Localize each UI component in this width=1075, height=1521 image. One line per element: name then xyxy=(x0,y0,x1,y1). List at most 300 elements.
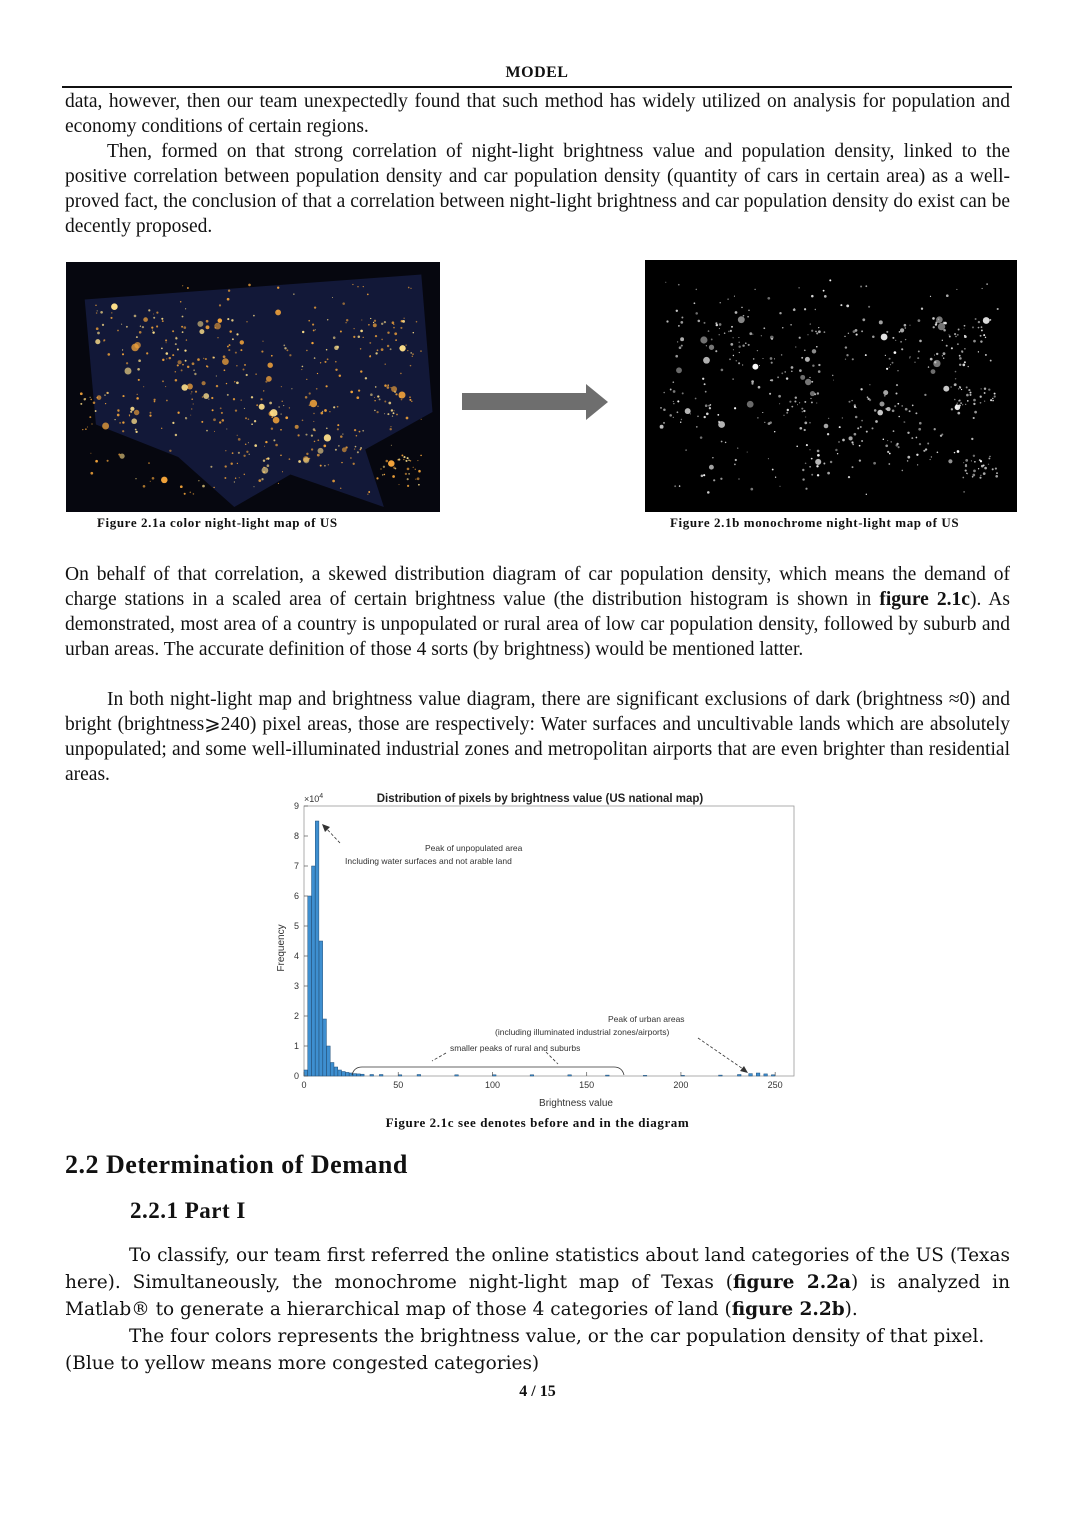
city-light xyxy=(97,310,98,311)
city-light xyxy=(979,477,981,479)
city-light xyxy=(110,317,112,319)
city-light xyxy=(375,335,377,337)
city-light xyxy=(228,349,230,351)
city-light xyxy=(313,421,314,422)
city-light xyxy=(80,392,83,395)
city-light xyxy=(153,317,155,319)
city-light xyxy=(335,369,337,371)
city-light xyxy=(97,332,100,335)
city-light xyxy=(861,420,863,422)
city-light xyxy=(803,410,805,412)
city-light xyxy=(990,360,992,362)
city-light xyxy=(187,384,193,390)
city-light xyxy=(264,446,265,447)
city-light xyxy=(660,425,664,429)
paragraph-distribution-text-a: On behalf of that correlation, a skewed distribution diagram of car population density, which means the demand of charge stations in a scaled area of certain brightness value (the distribution histogram is shown in xyxy=(65,564,1010,610)
city-light xyxy=(966,386,968,388)
city-light xyxy=(898,416,900,418)
city-light xyxy=(239,477,240,478)
city-light xyxy=(381,348,384,351)
city-light xyxy=(234,381,235,382)
city-light xyxy=(854,404,856,406)
city-light xyxy=(143,485,146,488)
city-light xyxy=(324,361,326,363)
city-light xyxy=(227,394,229,396)
city-light xyxy=(384,321,386,323)
city-light xyxy=(156,325,158,327)
city-light xyxy=(161,428,162,429)
city-light xyxy=(764,422,765,423)
city-light xyxy=(799,337,801,339)
city-light xyxy=(212,409,214,411)
city-light xyxy=(248,418,250,420)
city-light xyxy=(352,284,353,285)
city-light xyxy=(874,409,877,412)
subsection-heading: 2.2.1 Part I xyxy=(130,1198,246,1223)
city-light xyxy=(408,473,410,475)
city-light xyxy=(996,472,998,474)
city-light xyxy=(943,352,946,355)
city-light xyxy=(261,351,263,353)
city-light xyxy=(809,449,810,450)
figure-2-1c-caption: Figure 2.1c see denotes before and in the diagram xyxy=(385,1115,690,1130)
city-light xyxy=(156,312,158,314)
city-light xyxy=(961,389,962,390)
city-light xyxy=(405,473,407,475)
city-light xyxy=(311,448,313,450)
city-light xyxy=(271,355,273,357)
city-light xyxy=(727,298,729,300)
city-light xyxy=(346,319,348,321)
y-tick-label: 7 xyxy=(293,861,299,871)
city-light xyxy=(181,369,183,371)
city-light xyxy=(122,395,124,397)
city-light xyxy=(393,412,395,414)
city-light xyxy=(370,318,371,319)
city-light xyxy=(893,430,895,432)
city-light xyxy=(742,364,743,365)
histogram-bar xyxy=(312,866,316,1076)
city-light xyxy=(949,336,951,338)
city-light xyxy=(805,488,807,490)
city-light xyxy=(909,325,910,326)
city-light xyxy=(851,441,853,443)
city-light xyxy=(904,327,906,329)
city-light xyxy=(135,478,136,479)
city-light xyxy=(738,342,740,344)
histogram-bar xyxy=(492,1075,496,1076)
city-light xyxy=(717,414,719,416)
city-light xyxy=(851,400,852,401)
city-light xyxy=(757,350,758,351)
city-light xyxy=(126,362,128,364)
city-light xyxy=(134,315,137,318)
city-light xyxy=(739,352,740,353)
city-light xyxy=(383,466,385,468)
city-light xyxy=(229,330,231,332)
figure-2-1b-caption: Figure 2.1b monochrome night-light map of US xyxy=(670,515,960,530)
city-light xyxy=(146,352,148,354)
city-light xyxy=(248,284,251,287)
y-tick-label: 1 xyxy=(293,1041,299,1051)
city-light xyxy=(273,439,275,441)
city-light xyxy=(909,357,910,358)
city-light xyxy=(148,462,150,464)
city-light xyxy=(229,344,231,346)
city-light xyxy=(135,429,137,431)
city-light xyxy=(988,457,990,459)
city-light xyxy=(767,297,770,300)
city-light xyxy=(381,339,383,341)
city-light xyxy=(223,355,226,358)
city-light xyxy=(234,481,235,482)
city-light xyxy=(327,358,329,360)
city-light xyxy=(983,334,985,336)
city-light xyxy=(390,465,392,467)
city-light xyxy=(293,294,294,295)
city-light xyxy=(835,449,837,451)
city-light xyxy=(85,428,87,430)
city-light xyxy=(962,404,963,405)
city-light xyxy=(866,494,867,495)
city-light xyxy=(345,322,347,324)
city-light xyxy=(398,484,399,485)
city-light xyxy=(950,386,951,387)
city-light xyxy=(221,412,223,414)
city-light xyxy=(387,386,390,389)
city-light xyxy=(222,358,229,365)
city-light xyxy=(673,381,675,383)
histogram-bar xyxy=(719,1075,723,1076)
city-light xyxy=(235,352,237,354)
city-light xyxy=(324,434,331,441)
city-light xyxy=(393,324,394,325)
x-tick-label: 100 xyxy=(484,1080,500,1090)
city-light xyxy=(674,485,676,487)
city-light xyxy=(317,454,320,457)
city-light xyxy=(149,414,151,416)
city-light xyxy=(680,321,683,324)
city-light xyxy=(265,441,267,443)
city-light xyxy=(258,479,261,482)
city-light xyxy=(811,295,814,298)
city-light xyxy=(833,380,834,381)
city-light xyxy=(875,420,878,423)
city-light xyxy=(873,462,876,465)
city-light xyxy=(802,478,804,480)
city-light xyxy=(388,402,391,405)
city-light xyxy=(362,430,364,432)
city-light xyxy=(175,434,177,436)
city-light xyxy=(677,411,679,413)
city-light xyxy=(87,426,88,427)
city-light xyxy=(210,466,212,468)
city-light xyxy=(801,408,803,410)
city-light xyxy=(885,444,888,447)
city-light xyxy=(401,399,403,401)
city-light xyxy=(845,346,847,348)
city-light xyxy=(393,327,395,329)
city-light xyxy=(752,364,758,370)
city-light xyxy=(729,358,731,360)
city-light xyxy=(830,461,832,463)
city-light xyxy=(938,319,939,320)
city-light xyxy=(139,331,142,334)
city-light xyxy=(111,303,118,310)
city-light xyxy=(306,350,307,351)
city-light xyxy=(879,320,883,324)
city-light xyxy=(846,354,848,356)
city-light xyxy=(143,386,144,387)
city-light xyxy=(983,472,986,475)
city-light xyxy=(666,320,668,322)
city-light xyxy=(809,377,810,378)
city-light xyxy=(151,327,153,329)
city-light xyxy=(420,350,422,352)
city-light xyxy=(301,369,302,370)
city-light xyxy=(411,401,412,402)
city-light xyxy=(137,394,138,395)
city-light xyxy=(814,393,816,395)
city-light xyxy=(222,419,225,422)
city-light xyxy=(407,350,408,351)
histogram-bar xyxy=(643,1075,647,1076)
city-light xyxy=(407,485,409,487)
city-light xyxy=(161,348,163,350)
city-light xyxy=(418,470,421,473)
city-light xyxy=(129,414,130,415)
city-light xyxy=(846,305,849,308)
city-light xyxy=(153,399,155,401)
city-light xyxy=(915,412,917,414)
city-light xyxy=(417,460,418,461)
city-light xyxy=(885,355,886,356)
city-light xyxy=(925,448,927,450)
city-light xyxy=(737,447,738,448)
histogram-bar xyxy=(357,1074,361,1076)
city-light xyxy=(408,287,410,289)
city-light xyxy=(951,347,953,349)
city-light xyxy=(791,366,794,369)
city-light xyxy=(811,401,813,403)
city-light xyxy=(804,349,806,351)
city-light xyxy=(90,397,91,398)
city-light xyxy=(890,364,891,365)
city-light xyxy=(810,398,811,399)
city-light xyxy=(313,329,315,331)
city-light xyxy=(827,433,829,435)
city-light xyxy=(984,392,986,394)
city-light xyxy=(180,485,183,488)
city-light xyxy=(305,396,308,399)
city-light xyxy=(308,320,310,322)
city-light xyxy=(244,474,245,475)
city-light xyxy=(225,465,227,467)
city-light xyxy=(796,446,798,448)
city-light xyxy=(910,356,911,357)
city-light xyxy=(253,315,255,317)
city-light xyxy=(381,323,383,325)
city-light xyxy=(421,419,422,420)
city-light xyxy=(842,417,843,418)
histogram-bar xyxy=(398,1075,402,1076)
city-light xyxy=(802,411,803,412)
city-light xyxy=(784,415,785,416)
city-light xyxy=(361,319,362,320)
city-light xyxy=(771,362,773,364)
city-light xyxy=(340,435,343,438)
city-light xyxy=(780,486,781,487)
city-light xyxy=(339,374,341,376)
city-light xyxy=(205,358,207,360)
city-light xyxy=(704,322,706,324)
city-light xyxy=(943,358,944,359)
city-light xyxy=(93,401,96,404)
city-light xyxy=(779,403,780,404)
city-light xyxy=(374,397,375,398)
city-light xyxy=(235,409,237,411)
city-light xyxy=(338,445,339,446)
city-light xyxy=(191,391,192,392)
city-light xyxy=(861,330,863,332)
city-light xyxy=(660,407,662,409)
city-light xyxy=(254,420,256,422)
city-light xyxy=(964,348,966,350)
city-light xyxy=(95,305,96,306)
city-light xyxy=(823,290,825,292)
y-tick-label: 8 xyxy=(293,831,299,841)
city-light xyxy=(240,340,244,344)
section-heading: 2.2 Determination of Demand xyxy=(65,1150,408,1179)
city-light xyxy=(306,453,308,455)
city-light xyxy=(968,366,969,367)
figure-2-2a-reference: figure 2.2a xyxy=(733,1272,851,1293)
city-light xyxy=(928,366,929,367)
city-light xyxy=(375,352,377,354)
city-light xyxy=(942,355,943,356)
city-light xyxy=(931,369,936,374)
city-light xyxy=(859,445,861,447)
city-light xyxy=(708,330,710,332)
city-light xyxy=(751,380,754,383)
city-light xyxy=(884,395,886,397)
city-light xyxy=(416,321,418,323)
city-light xyxy=(119,422,121,424)
city-light xyxy=(811,330,813,332)
city-light xyxy=(897,370,898,371)
city-light xyxy=(811,474,813,476)
city-light xyxy=(392,475,395,478)
city-light xyxy=(747,316,749,318)
city-light xyxy=(747,452,748,453)
y-axis-label: Frequency xyxy=(276,924,287,972)
city-light xyxy=(736,360,737,361)
histogram-bar xyxy=(345,1072,349,1076)
histogram-bar xyxy=(606,1075,610,1076)
city-light xyxy=(805,416,806,417)
city-light xyxy=(137,368,140,371)
city-light xyxy=(961,350,963,352)
city-light xyxy=(269,402,272,405)
city-light xyxy=(377,349,379,351)
city-light xyxy=(970,392,972,394)
histogram-bar xyxy=(361,1074,365,1076)
color-night-light-map xyxy=(66,262,440,512)
city-light xyxy=(980,396,982,398)
city-light xyxy=(891,441,892,442)
city-light xyxy=(267,362,272,367)
city-light xyxy=(752,334,753,335)
city-light xyxy=(677,400,679,402)
city-light xyxy=(966,394,969,397)
city-light xyxy=(980,340,982,342)
city-light xyxy=(815,331,817,333)
city-light xyxy=(742,344,744,346)
city-light xyxy=(356,435,358,437)
city-light xyxy=(832,375,834,377)
city-light xyxy=(353,336,355,338)
city-light xyxy=(954,452,955,453)
city-light xyxy=(978,468,979,469)
city-light xyxy=(817,474,819,476)
city-light xyxy=(314,441,316,443)
city-light xyxy=(817,450,820,453)
city-light xyxy=(246,451,248,453)
city-light xyxy=(790,324,792,326)
city-light xyxy=(914,362,915,363)
city-light xyxy=(326,427,328,429)
city-light xyxy=(804,429,806,431)
city-light xyxy=(959,364,961,366)
city-light xyxy=(228,290,230,292)
city-light xyxy=(246,321,247,322)
city-light xyxy=(384,401,386,403)
city-light xyxy=(162,320,164,322)
city-light xyxy=(271,416,273,418)
city-light xyxy=(121,324,122,325)
city-light xyxy=(797,404,798,405)
city-light xyxy=(337,406,339,408)
city-light xyxy=(743,315,745,317)
city-light xyxy=(703,474,705,476)
city-light xyxy=(868,306,870,308)
city-light xyxy=(376,411,378,413)
city-light xyxy=(256,404,258,406)
city-light xyxy=(107,460,109,462)
city-light xyxy=(971,438,973,440)
city-light xyxy=(957,403,958,404)
city-light xyxy=(134,342,140,348)
city-light xyxy=(360,447,362,449)
city-light xyxy=(774,358,775,359)
city-light xyxy=(253,486,254,487)
city-light xyxy=(376,477,378,479)
city-light xyxy=(951,408,953,410)
city-light xyxy=(965,464,966,465)
city-light xyxy=(356,396,359,399)
city-light xyxy=(306,379,307,380)
city-light xyxy=(320,362,321,363)
city-light xyxy=(399,345,405,351)
city-light xyxy=(724,332,726,334)
city-light xyxy=(917,357,919,359)
city-light xyxy=(398,459,400,461)
city-light xyxy=(905,339,906,340)
city-light xyxy=(918,428,921,431)
city-light xyxy=(148,309,150,311)
city-light xyxy=(817,392,819,394)
city-light xyxy=(980,335,982,337)
